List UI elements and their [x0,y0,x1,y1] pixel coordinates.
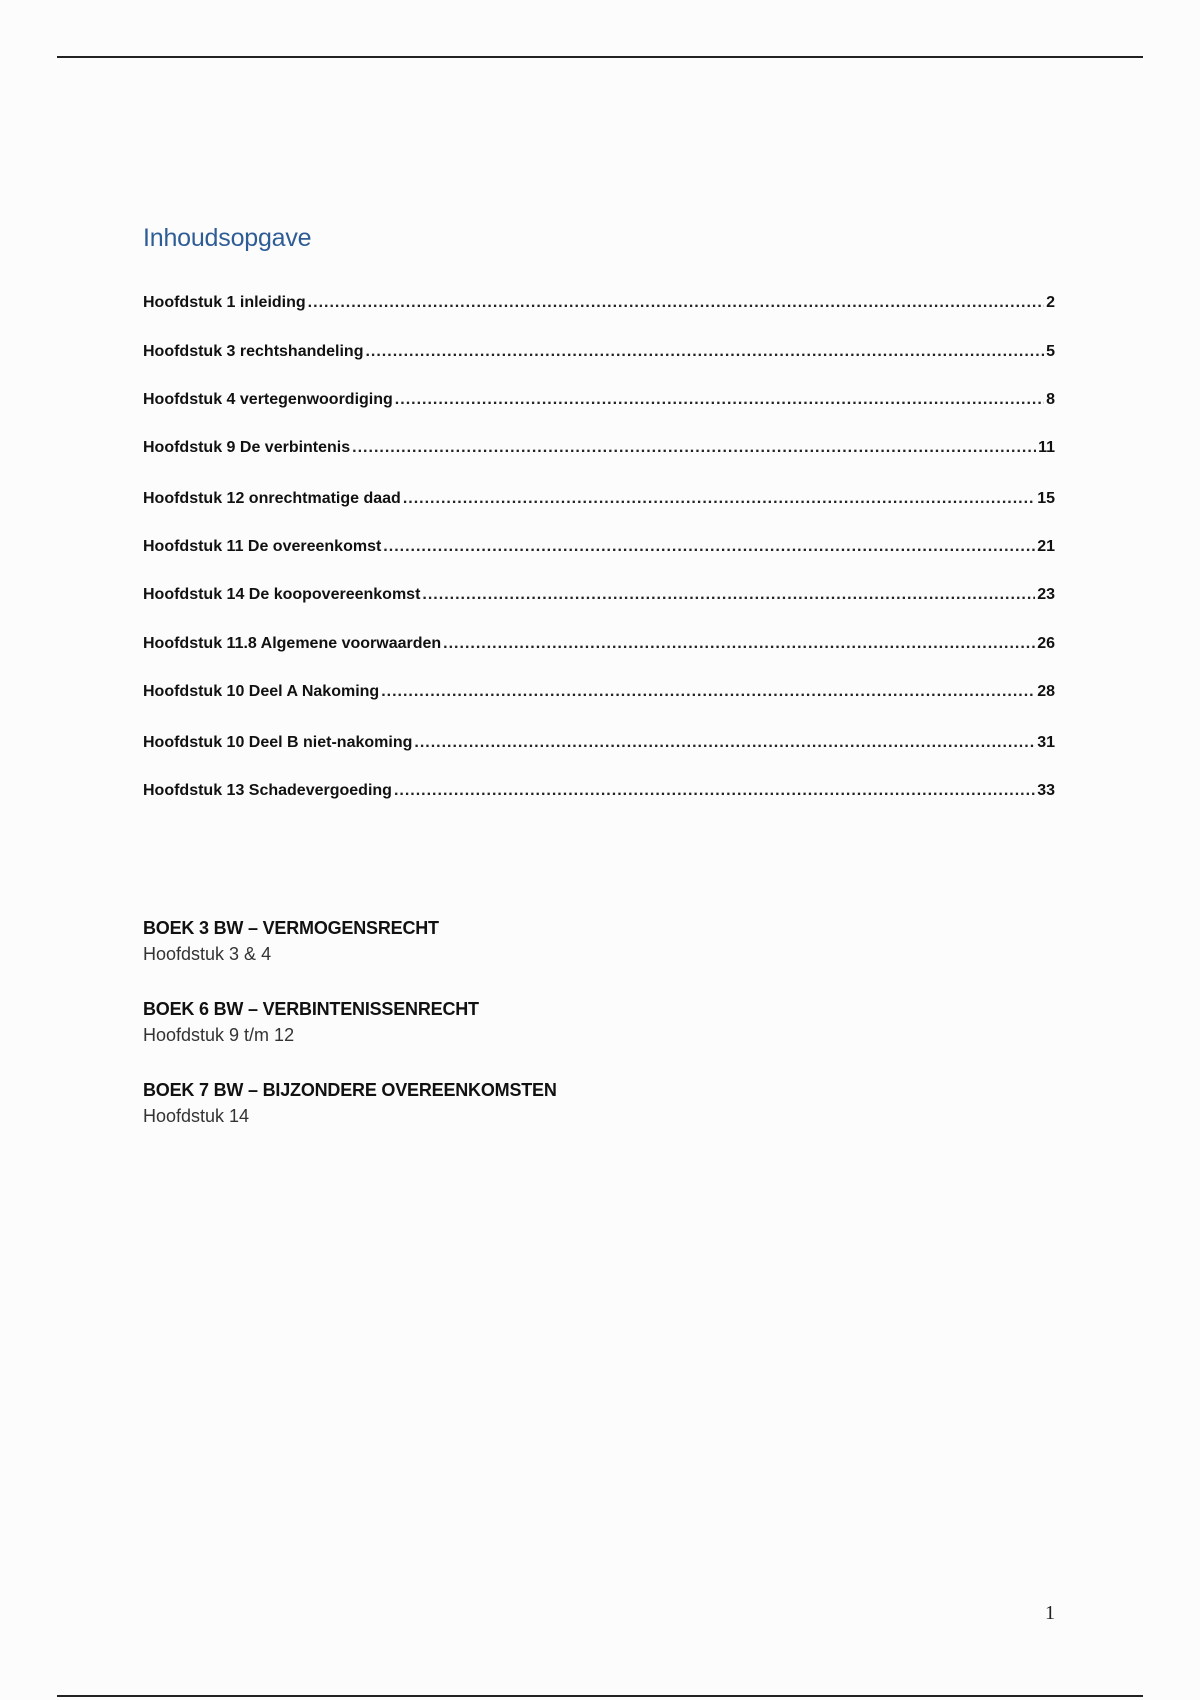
book-block [143,1077,557,1129]
book-chapters: Hoofdstuk 9 t/m 12 [143,1025,295,1045]
toc-entry[interactable] [143,733,1055,753]
toc-entry-page: 5 [1046,343,1055,360]
toc-entry[interactable] [143,390,1055,410]
footer-rule [57,1695,1143,1697]
toc-entry-page: 28 [1037,683,1055,700]
book-block [143,915,439,967]
toc-entry[interactable] [143,342,1055,362]
toc-entry-label: Hoofdstuk 1 inleiding [143,294,306,311]
toc-dot-leader [394,781,1035,801]
toc-entry[interactable] [143,489,1055,509]
toc-entry[interactable] [143,781,1055,801]
book-title: BOEK 6 BW – VERBINTENISSENRECHT [143,999,479,1019]
toc-dot-leader [403,489,1035,509]
toc-title: Inhoudsopgave [143,224,312,252]
toc-dot-leader [443,634,1035,654]
toc-entry-page: 8 [1046,391,1055,408]
toc-entry-label: Hoofdstuk 9 De verbintenis [143,439,351,456]
toc-dot-leader [422,585,1035,605]
book-block [143,996,479,1048]
toc-dot-leader [381,682,1035,702]
book-chapters: Hoofdstuk 14 [143,1106,250,1126]
toc-entry-label: Hoofdstuk 11.8 Algemene voorwaarden [143,635,442,652]
toc-dot-leader [414,733,1035,753]
toc-entry[interactable] [143,438,1055,458]
toc-entry-page: 26 [1037,635,1055,652]
toc-entry-page: 23 [1037,586,1055,603]
book-title: BOEK 3 BW – VERMOGENSRECHT [143,918,439,938]
toc-entry-page: 11 [1038,439,1055,456]
toc-entry[interactable] [143,634,1055,654]
toc-entry-label: Hoofdstuk 4 vertegenwoordiging [143,391,393,408]
header-rule [57,56,1143,58]
toc-entry-label: Hoofdstuk 14 De koopovereenkomst [143,586,421,603]
toc-dot-leader [308,293,1044,313]
toc-dot-leader [383,537,1035,557]
toc-entry-label: Hoofdstuk 3 rechtshandeling [143,343,364,360]
toc-entry[interactable] [143,585,1055,605]
toc-entry-label: Hoofdstuk 11 De overeenkomst [143,538,382,555]
toc-entry[interactable] [143,537,1055,557]
toc-entry-page: 2 [1046,294,1055,311]
toc-dot-leader [352,438,1036,458]
toc-entry[interactable] [143,682,1055,702]
page-number: 1 [1045,1602,1055,1624]
toc-entry[interactable] [143,293,1055,313]
book-title: BOEK 7 BW – BIJZONDERE OVEREENKOMSTEN [143,1080,557,1100]
toc-dot-leader [365,342,1044,362]
toc-entry-label: Hoofdstuk 10 Deel B niet-nakoming [143,734,413,751]
toc-entry-page: 21 [1037,538,1055,555]
toc-entry-label: Hoofdstuk 12 onrechtmatige daad [143,490,401,507]
toc-entry-page: 15 [1037,490,1055,507]
toc-dot-leader [395,390,1044,410]
toc-entry-label: Hoofdstuk 13 Schadevergoeding [143,782,392,799]
toc-entry-page: 31 [1037,734,1055,751]
toc-entry-page: 33 [1037,782,1055,799]
book-chapters: Hoofdstuk 3 & 4 [143,944,272,964]
toc-entry-label: Hoofdstuk 10 Deel A Nakoming [143,683,380,700]
